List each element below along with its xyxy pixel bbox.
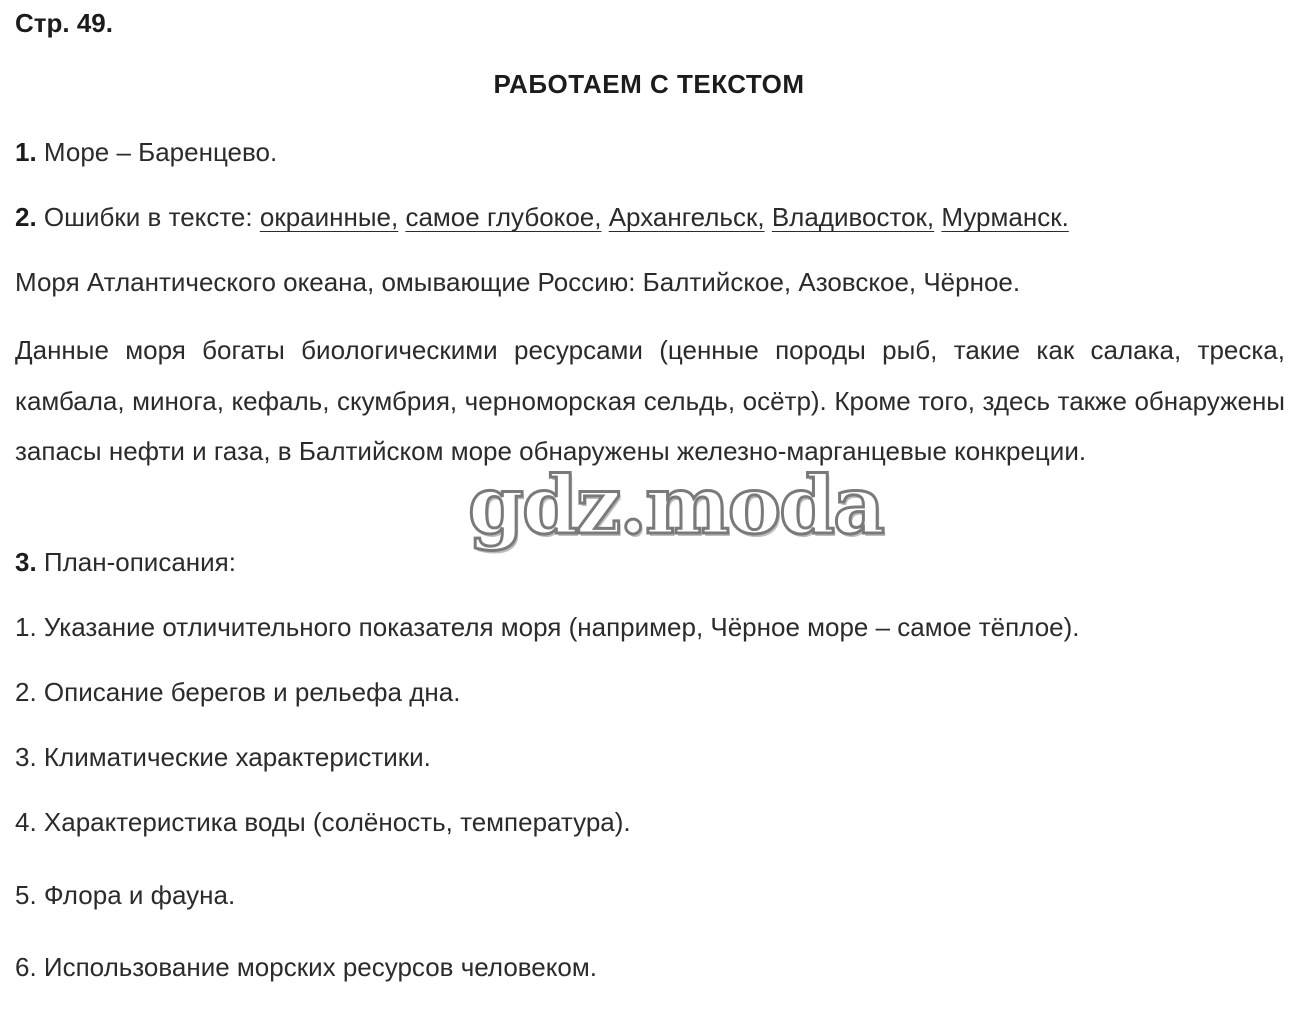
task-3-line (15, 547, 236, 578)
page-number-label: Стр. 49. (15, 8, 113, 38)
plan-item: 2. Описание берегов и рельефа дна. (15, 677, 461, 707)
plan-item: 5. Флора и фауна. (15, 880, 236, 910)
error-word: окраинные, (259, 202, 399, 232)
task-3-number: 3. (15, 547, 37, 577)
task-2-number: 2. (15, 202, 37, 232)
task-1-line (15, 137, 277, 168)
plan-item: 1. Указание отличительного показателя моря (например, Чёрное море – самое тёплое). (15, 612, 1080, 642)
task-3-heading: План-описания: (43, 547, 236, 577)
section-title: РАБОТАЕМ С ТЕКСТОМ (493, 69, 805, 99)
error-word: Владивосток, (771, 202, 935, 232)
plan-item: 6. Использование морских ресурсов человеком. (15, 952, 597, 982)
plan-item: 4. Характеристика воды (солёность, температура). (15, 807, 631, 837)
plan-item: 3. Климатические характеристики. (15, 742, 431, 772)
task-2-prefix: Ошибки в тексте: (43, 202, 253, 232)
error-word: Архангельск, (608, 202, 765, 232)
resources-paragraph: Данные моря богаты биологическими ресурсами (ценные породы рыб, такие как салака, треска, камбала, минога, кефаль, скумбрия, черноморская сельдь, осётр). Кроме того, здесь также обнаружены запасы нефти и газа, в Балтийском море обнаружены железно-марганцевые конкреции. (15, 335, 1285, 466)
watermark-logo: gdz.moda (468, 458, 883, 552)
task-1-number: 1. (15, 137, 37, 167)
error-word: самое глубокое, (405, 202, 602, 232)
task-1-answer: Море – Баренцево. (43, 137, 278, 167)
error-word: Мурманск. (941, 202, 1069, 232)
seas-line: Моря Атлантического океана, омывающие Россию: Балтийское, Азовское, Чёрное. (15, 267, 1021, 297)
task-2-line (15, 202, 1069, 233)
